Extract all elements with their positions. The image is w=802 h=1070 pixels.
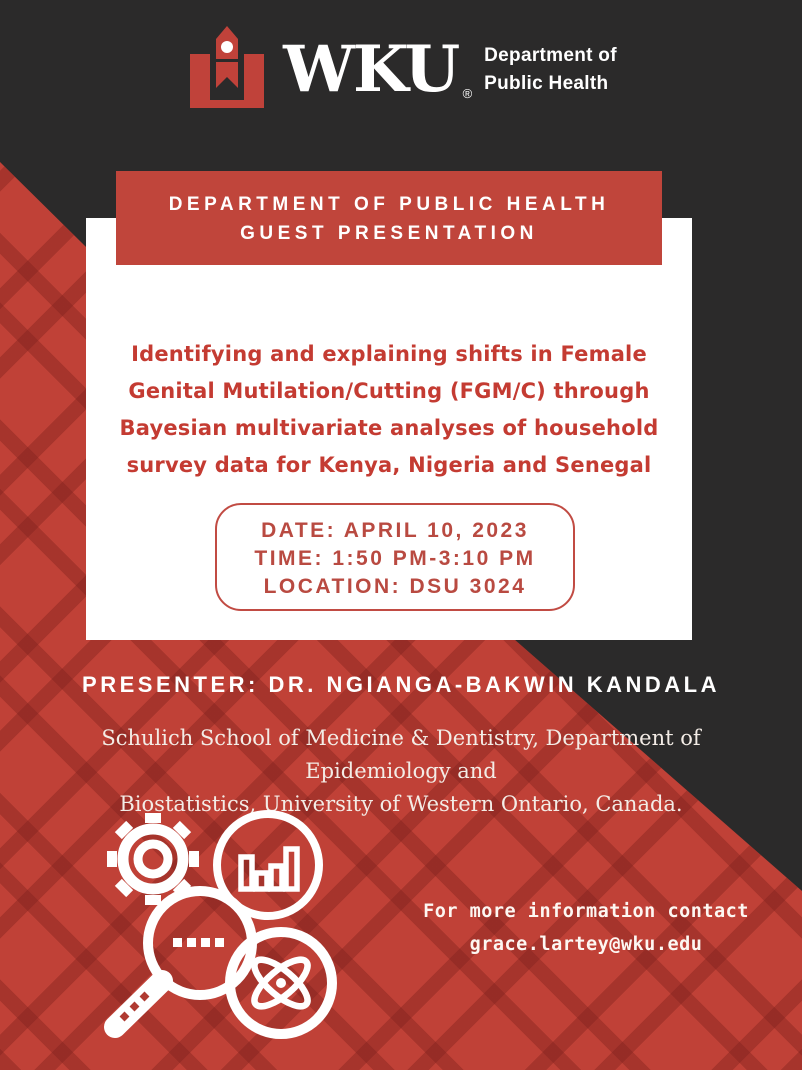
title-line-4: survey data for Kenya, Nigeria and Senegal <box>126 453 652 477</box>
presenter-name: PRESENTER: DR. NGIANGA-BAKWIN KANDALA <box>82 672 720 697</box>
cupola-icon <box>185 24 269 116</box>
research-icons <box>85 800 347 1055</box>
department-line-2: Public Health <box>484 73 609 94</box>
registered-mark: ® <box>462 86 473 101</box>
contact-info <box>400 895 772 961</box>
title-line-3: Bayesian multivariate analyses of household <box>119 416 659 440</box>
title-line-1: Identifying and explaining shifts in Female <box>131 342 647 366</box>
affiliation-line-1: Schulich School of Medicine & Dentistry, Department of Epidemiology and <box>101 726 701 783</box>
banner-line-1: DEPARTMENT OF PUBLIC HEALTH <box>168 194 610 215</box>
wku-wordmark <box>283 32 473 107</box>
contact-line: For more information contact <box>423 901 749 922</box>
wku-logo <box>0 24 802 116</box>
event-location: LOCATION: DSU 3024 <box>263 575 527 598</box>
department-line-1: Department of <box>484 44 617 66</box>
event-details-box <box>215 503 575 611</box>
wku-wordmark-text: WKU <box>283 32 459 107</box>
contact-email: grace.lartey@wku.edu <box>469 934 703 955</box>
event-banner <box>116 171 662 265</box>
event-time: TIME: 1:50 PM-3:10 PM <box>254 547 536 570</box>
atom-icon <box>230 932 332 1034</box>
banner-line-2: GUEST PRESENTATION <box>240 223 538 244</box>
presentation-title <box>116 336 662 484</box>
affiliation-line-2: Biostatistics, University of Western Ontario, Canada. <box>119 792 683 816</box>
title-line-2: Genital Mutilation/Cutting (FGM/C) through <box>128 379 650 403</box>
event-date: DATE: APRIL 10, 2023 <box>261 519 529 542</box>
department-name <box>484 42 617 99</box>
